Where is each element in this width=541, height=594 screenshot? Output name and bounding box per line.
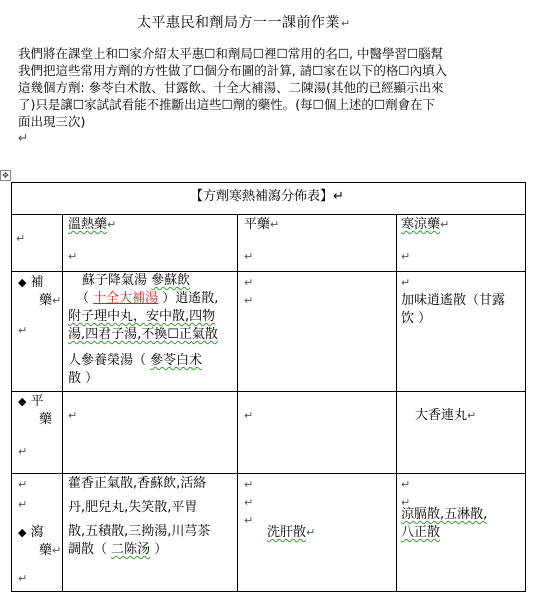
row-label-tonify[interactable] bbox=[18, 274, 61, 310]
formula-text: 大香連丸 bbox=[415, 408, 468, 423]
formula-text: 蘇子降氣湯 bbox=[82, 273, 152, 288]
table-rule bbox=[11, 391, 525, 392]
formula-text: 散 ） bbox=[68, 371, 99, 386]
table-rule bbox=[11, 473, 525, 474]
answer-text: 二陈汤 bbox=[111, 542, 151, 557]
diamond-bullet-icon: ◆ bbox=[18, 526, 27, 539]
paragraph-mark-icon: ↵ bbox=[270, 218, 280, 231]
paragraph-mark-icon: ↵ bbox=[244, 409, 254, 422]
paragraph-mark-icon: ↵ bbox=[401, 250, 411, 263]
cell-purge-warm[interactable] bbox=[68, 475, 236, 559]
cell-purge-cool[interactable] bbox=[401, 506, 523, 542]
paragraph-mark-icon: ↵ bbox=[244, 294, 254, 307]
paragraph-mark-icon: ↵ bbox=[244, 478, 254, 491]
document-title bbox=[137, 12, 351, 32]
formula-text: ） bbox=[150, 542, 168, 557]
cell-tonify-cool[interactable] bbox=[401, 274, 523, 328]
answer-text: 參苓白术 bbox=[150, 353, 203, 368]
answer-text: 十全大補湯 bbox=[93, 291, 159, 306]
paragraph-mark-icon: ↵ bbox=[68, 250, 78, 263]
formula-text: 加味逍遙散（甘露 bbox=[401, 293, 506, 308]
formula-text: 丹,肥兒丸,失笑散,平胃 bbox=[68, 500, 198, 515]
paragraph-mark-icon: ↵ bbox=[401, 496, 411, 509]
header-cool[interactable] bbox=[401, 216, 449, 234]
paragraph-mark-icon: ↵ bbox=[16, 232, 26, 245]
row-label-neutral-char1: 平 bbox=[30, 394, 44, 409]
paragraph-mark-icon: ↵ bbox=[18, 572, 28, 585]
table-move-handle-icon[interactable]: ✥ bbox=[0, 170, 11, 181]
intro-line: 這幾個方劑: 參苓白术散、甘露飲、十全大補湯、二陳湯(其他的已經顯示出來 bbox=[18, 80, 444, 95]
paragraph-mark-icon: ↵ bbox=[306, 526, 316, 539]
paragraph-mark-icon: ↵ bbox=[244, 276, 254, 289]
row-label-purge-char1: 瀉 bbox=[30, 525, 44, 540]
paragraph-mark-icon: ↵ bbox=[18, 478, 28, 491]
paragraph-mark-icon: ↵ bbox=[401, 276, 411, 289]
document-title-text: 太平惠民和劑局方一一課前作業 bbox=[137, 15, 340, 31]
row-label-tonify-char1: 補 bbox=[30, 275, 44, 290]
paragraph-mark-icon: ↵ bbox=[467, 409, 477, 422]
paragraph-mark-icon: ↵ bbox=[401, 478, 411, 491]
formula-text: 饮 ） bbox=[401, 311, 432, 326]
table-border-right bbox=[525, 182, 526, 592]
formula-text: （ bbox=[76, 291, 94, 306]
header-warm-label: 溫熱藥 bbox=[68, 217, 108, 232]
formula-text: ）逍遙散, bbox=[158, 291, 219, 306]
table-rule bbox=[11, 214, 525, 215]
table-col-rule bbox=[62, 214, 63, 592]
row-label-tonify-char2: 藥 bbox=[39, 293, 53, 308]
paragraph-mark-icon: ↵ bbox=[52, 544, 62, 557]
paragraph-mark-icon: ↵ bbox=[18, 130, 29, 145]
formula-text: 洗肝散 bbox=[267, 525, 307, 540]
header-warm[interactable] bbox=[68, 216, 116, 234]
paragraph-mark-icon: ↵ bbox=[18, 498, 28, 511]
paragraph-mark-icon: ↵ bbox=[107, 218, 117, 231]
table-col-rule bbox=[237, 214, 238, 592]
table-border-top bbox=[11, 182, 525, 183]
paragraph-mark-icon: ↵ bbox=[68, 409, 78, 422]
formula-text: 八正散 bbox=[401, 525, 441, 540]
table-col-rule bbox=[396, 214, 397, 592]
formula-text: 散,五積散,三拗湯,川芎茶 bbox=[68, 524, 211, 539]
formula-text: 參蘇飲 bbox=[151, 273, 191, 288]
formula-text: 涼膈散,五淋散, bbox=[401, 507, 488, 522]
header-cool-label: 寒涼藥 bbox=[401, 217, 441, 232]
paragraph-mark-icon: ↵ bbox=[244, 496, 254, 509]
table-border-left bbox=[11, 182, 12, 592]
formula-text: 調散（ bbox=[68, 542, 112, 557]
table-caption: 【方劑寒熱補瀉分佈表】↵ bbox=[190, 189, 344, 204]
table-border-bottom bbox=[11, 591, 525, 592]
intro-line: 面出現三次) bbox=[18, 114, 86, 129]
corner-cell[interactable] bbox=[16, 230, 25, 248]
row-label-purge[interactable] bbox=[18, 524, 61, 560]
intro-line: 了)只是讓☐家試試看能不推斷出這些☐劑的藥性。(每☐個上述的☐劑會在下 bbox=[18, 97, 436, 112]
row-label-neutral[interactable] bbox=[18, 393, 52, 429]
header-neutral-label: 平藥 bbox=[244, 217, 271, 232]
paragraph-mark-icon: ↵ bbox=[244, 250, 254, 263]
intro-line: 我們將在課堂上和☐家介紹太平惠☐和劑局☐裡☐常用的名☐, 中醫學習☐腦幫 bbox=[18, 46, 444, 61]
paragraph-mark-icon: ↵ bbox=[440, 218, 450, 231]
cell-purge-neutral[interactable] bbox=[267, 524, 315, 542]
formula-text: 藿香正氣散,香蘇飲,活絡 bbox=[68, 476, 207, 491]
diamond-bullet-icon: ◆ bbox=[18, 276, 27, 289]
paragraph-mark-icon: ↵ bbox=[18, 324, 28, 337]
row-label-neutral-char2: 藥 bbox=[39, 412, 53, 427]
formula-text: 湯,四君子湯,不換☐正 bbox=[68, 327, 192, 342]
header-neutral[interactable] bbox=[244, 216, 279, 234]
intro-line: 我們把這些常用方劑的方性做了☐個分布圖的計算, 請☐家在以下的格☐內填入 bbox=[18, 63, 448, 78]
paragraph-mark-icon: ↵ bbox=[244, 514, 254, 527]
formula-text: 附子理中丸，安中散,四物 bbox=[68, 309, 216, 324]
paragraph-mark-icon: ↵ bbox=[52, 294, 62, 307]
cell-neutral-cool[interactable] bbox=[415, 407, 476, 425]
formula-text: 人參養榮湯（ bbox=[68, 353, 151, 368]
diamond-bullet-icon: ◆ bbox=[18, 395, 27, 408]
row-label-purge-char2: 藥 bbox=[39, 543, 53, 558]
formula-text: 氣散 bbox=[191, 327, 218, 342]
paragraph-mark-icon: ↵ bbox=[341, 17, 351, 30]
paragraph-mark-icon: ↵ bbox=[18, 445, 28, 458]
cell-tonify-warm[interactable] bbox=[68, 272, 236, 388]
